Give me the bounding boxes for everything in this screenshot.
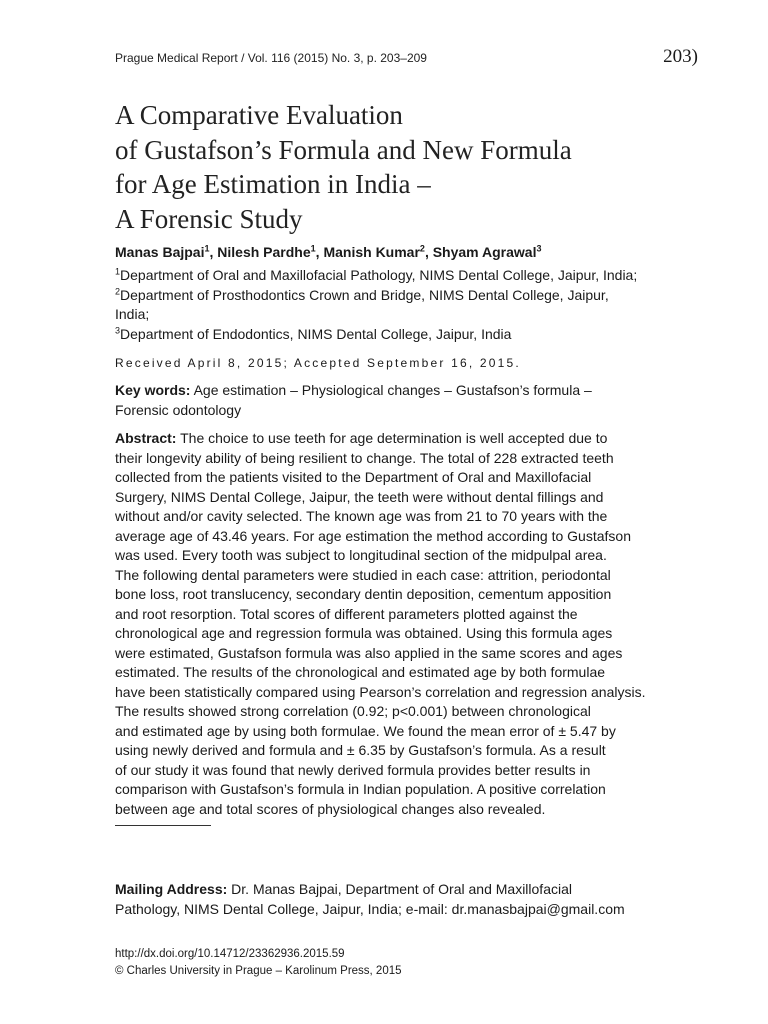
abstract-line: without and/or cavity selected. The known age was from 21 to 70 years with the	[115, 508, 608, 524]
author-affil-mark: 3	[536, 243, 542, 254]
keywords	[115, 381, 695, 420]
affiliation-1	[115, 266, 695, 286]
title-line: A Forensic Study	[115, 203, 303, 234]
abstract-line: between age and total scores of physiological changes also revealed.	[115, 800, 546, 817]
abstract-line: The results showed strong correlation (0.92; p<0.001) between chronological	[115, 703, 591, 719]
mailing-text: Dr. Manas Bajpai, Department of Oral and Maxillofacial	[227, 881, 572, 897]
journal-citation: Prague Medical Report / Vol. 116 (2015) No. 3, p. 203–209	[115, 51, 427, 65]
keywords-label: Key words:	[115, 382, 191, 398]
mailing-label: Mailing Address:	[115, 881, 228, 897]
abstract-line: was used. Every tooth was subject to longitudinal section of the midpulpal area.	[115, 547, 607, 563]
abstract-line: and root resorption. Total scores of different parameters plotted against the	[115, 605, 578, 622]
affil-text: Department of Prosthodontics Crown and Bridge, NIMS Dental College, Jaipur,	[120, 286, 609, 303]
title-line: A Comparative Evaluation	[115, 100, 403, 130]
running-header	[115, 46, 698, 68]
affil-mark: 1	[115, 266, 121, 277]
abstract-line: chronological age and regression formula was obtained. Using this formula ages	[115, 625, 613, 641]
mailing-text: Pathology, NIMS Dental College, Jaipur, India; e-mail: dr.manasbajpai@gmail.com	[115, 901, 625, 917]
keywords-text: Age estimation – Physiological changes – Gustafson’s formula –	[193, 382, 592, 398]
title-line: for Age Estimation in India –	[115, 169, 431, 199]
affiliations	[115, 266, 695, 344]
author-name: Manish Kumar	[323, 244, 420, 260]
author-separator: ,	[424, 244, 433, 260]
author-affil-mark: 1	[310, 243, 316, 254]
affiliation-3	[115, 325, 695, 345]
author-name: Nilesh Pardhe	[217, 244, 311, 260]
author-name: Manas Bajpai	[115, 244, 205, 260]
received-dates: Received April 8, 2015; Accepted September 16, 2015.	[115, 356, 521, 370]
abstract-line: The following dental parameters were studied in each case: attrition, periodontal	[115, 566, 611, 583]
abstract-line: comparison with Gustafson’s formula in Indian population. A positive correlation	[115, 781, 606, 797]
author-list	[115, 244, 695, 260]
author-affil-mark: 2	[419, 243, 425, 254]
abstract-line: have been statistically compared using Pearson’s correlation and regression analysis.	[115, 683, 646, 700]
author-name: Shyam Agrawal	[432, 244, 537, 260]
footnote-divider	[115, 825, 211, 826]
abstract-line: their longevity ability of being resilient to change. The total of 228 extracted teeth	[115, 449, 614, 466]
affil-mark: 2	[115, 285, 121, 296]
abstract-line: and estimated age by using both formulae. We found the mean error of ± 5.47 by	[115, 722, 616, 739]
abstract-line: Surgery, NIMS Dental College, Jaipur, the teeth were without dental fillings and	[115, 488, 604, 505]
abstract-line: were estimated, Gustafson formula was also applied in the same scores and ages	[115, 644, 623, 661]
page-number: 203)	[663, 46, 698, 67]
abstract-line: average age of 43.46 years. For age estimation the method according to Gustafson	[115, 527, 631, 544]
abstract-label: Abstract:	[115, 430, 177, 446]
abstract-line: of our study it was found that newly derived formula provides better results in	[115, 761, 591, 778]
title-line: of Gustafson’s Formula and New Formula	[115, 134, 572, 165]
affil-mark: 3	[115, 325, 121, 336]
abstract-line: collected from the patients visited to the Department of Oral and Maxillofacial	[115, 469, 592, 485]
author-separator: ,	[209, 244, 218, 260]
copyright: © Charles University in Prague – Karolinum Press, 2015	[115, 965, 402, 977]
affil-text: Department of Endodontics, NIMS Dental College, Jaipur, India	[120, 325, 512, 342]
affiliation-2-cont: India;	[115, 306, 150, 323]
abstract-line: estimated. The results of the chronological and estimated age by both formulae	[115, 664, 606, 680]
abstract-line: bone loss, root translucency, secondary dentin deposition, cementum apposition	[115, 586, 612, 602]
mailing-address	[115, 879, 695, 919]
keywords-text: Forensic odontology	[115, 401, 242, 418]
article-title	[115, 98, 695, 236]
doi-link[interactable]: http://dx.doi.org/10.14712/23362936.2015.59	[115, 948, 345, 960]
abstract-line: The choice to use teeth for age determination is well accepted due to	[176, 430, 608, 446]
affiliation-2	[115, 286, 695, 306]
author-affil-mark: 1	[204, 243, 210, 254]
affil-text: Department of Oral and Maxillofacial Pathology, NIMS Dental College, Jaipur, India;	[120, 267, 638, 283]
author-separator: ,	[315, 244, 324, 260]
abstract-line: using newly derived and formula and ± 6.35 by Gustafson’s formula. As a result	[115, 742, 606, 758]
page-footer	[115, 946, 402, 980]
abstract	[115, 429, 695, 819]
